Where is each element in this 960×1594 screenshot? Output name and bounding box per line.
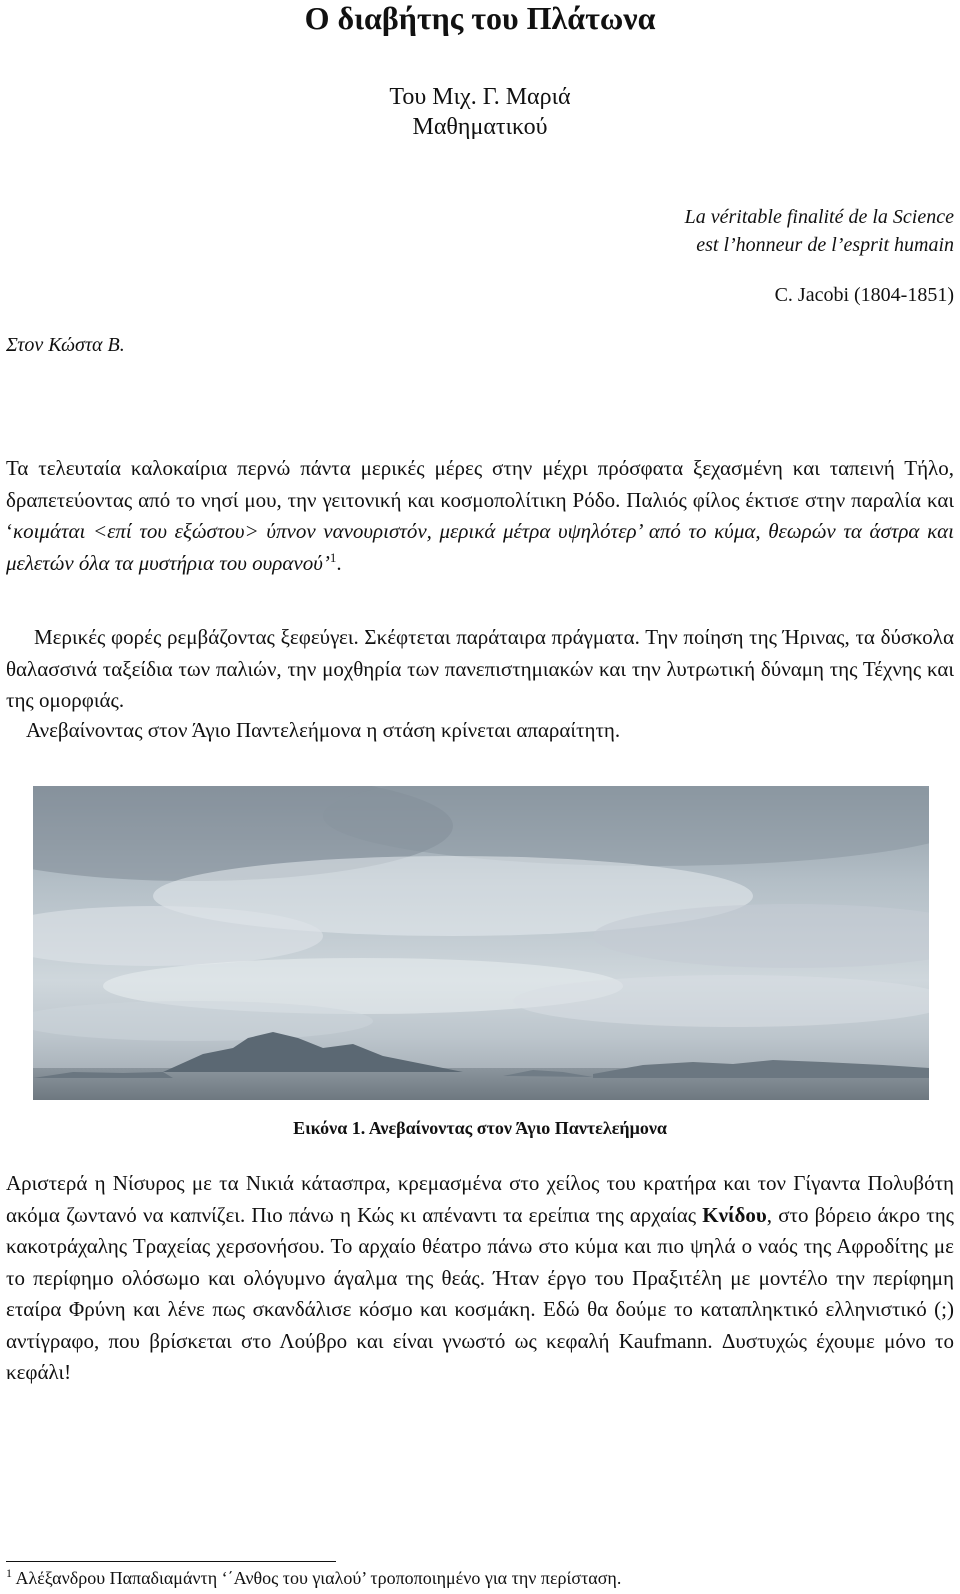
knidos-bold: Κνίδου [702, 1202, 767, 1227]
paragraph-4 [6, 1168, 954, 1389]
paragraph-4-text-2: , στο βόρειο άκρο της κακοτράχαλης Τραχείας χερσονήσου. Το αρχαίο θέατρο πάνω στο κύμα και πιο ψηλά ο ναός της Αφροδίτης με το περίφημο ολόσωμο και ολόγυμνο άγαλμα της θεάς. Ήταν έργο του Πραξιτέλη με μοντέλο την περίφημη εταίρα Φρύνη και λένε πως σκανδάλισε κόσμο και κοσμάκη. Εδώ θα δούμε το καταπληκτικό ελληνιστικό (;) αντίγραφο, που βρίσκεται στο Λούβρο και είναι γνωστό ως κεφαλή Kaufmann. Δυστυχώς έχουμε μόνο το κεφάλι! [6, 1202, 954, 1384]
paragraph-2: Μερικές φορές ρεμβάζοντας ξεφεύγει. Σκέφτεται παράταιρα πράγματα. Την ποίηση της Ήρινας, τα δύσκολα θαλασσινά ταξείδια των παλιών, την μοχθηρία των πανεπιστημιακών και την λυτρωτική δύναμη της Τέχνης και της ομορφιάς. [6, 625, 954, 712]
sky-islands-image [33, 786, 929, 1100]
page-title: Ο διαβήτης του Πλάτωνα [304, 0, 656, 36]
dedication: Στον Κώστα Β. [6, 334, 125, 356]
footnote [6, 1566, 621, 1590]
figure-caption: Εικόνα 1. Ανεβαίνοντας στον Άγιο Παντελεήμονα [293, 1118, 667, 1138]
paragraph-1-text: Τα τελευταία καλοκαίρια περνώ πάντα μερικές μέρες στην μέχρι πρόσφατα ξεχασμένη και ταπεινή Τήλο, δραπετεύοντας από το νησί μου, την γειτονική και κοσμοπολίτικη Ρόδο. Παλιός φίλος έκτισε στην παραλία και ‘ [6, 456, 954, 543]
epigraph-attribution: C. Jacobi (1804-1851) [774, 284, 954, 306]
paragraph-4-text: Αριστερά η Νίσυρος με τα Νικιά κάτασπρα, κρεμασμένα στο χείλος του κρατήρα και τον Γίγαντα Πολυβότη ακόμα ζωντανό να καπνίζει. Πιο πάνω η Κώς κι απέναντι τα ερείπια της αρχαίας [6, 1171, 954, 1227]
quote-text: κοιμάται <επί του εξώστου> ύπνον νανουριστόν, μερικά μέτρα υψηλότερ’ από το κύμα, θεωρών τα άστρα και μελετών όλα τα μυστήρια του ουρανού’ [6, 519, 954, 575]
footnote-number: 1 [6, 1566, 12, 1580]
author-title: Μαθηματικού [412, 114, 548, 140]
epigraph-line-1: La véritable finalité de la Science [684, 206, 954, 228]
landscape-photo [33, 786, 929, 1100]
paragraph-3: Ανεβαίνοντας στον Άγιο Παντελεήμονα η στάση κρίνεται απαραίτητη. [26, 718, 621, 742]
author-name: Του Μιχ. Γ. Μαριά [389, 84, 571, 110]
paragraph-1-end: . [336, 550, 342, 575]
epigraph-line-2: est l’honneur de l’esprit humain [696, 234, 954, 256]
footnote-divider [6, 1561, 336, 1562]
footnote-ref[interactable]: 1 [329, 549, 337, 565]
footnote-text: Αλέξανδρου Παπαδιαμάντη ‘΄Ανθος του γιαλού’ τροποποιημένο για την περίσταση. [15, 1568, 622, 1588]
paragraph-1 [6, 453, 954, 579]
